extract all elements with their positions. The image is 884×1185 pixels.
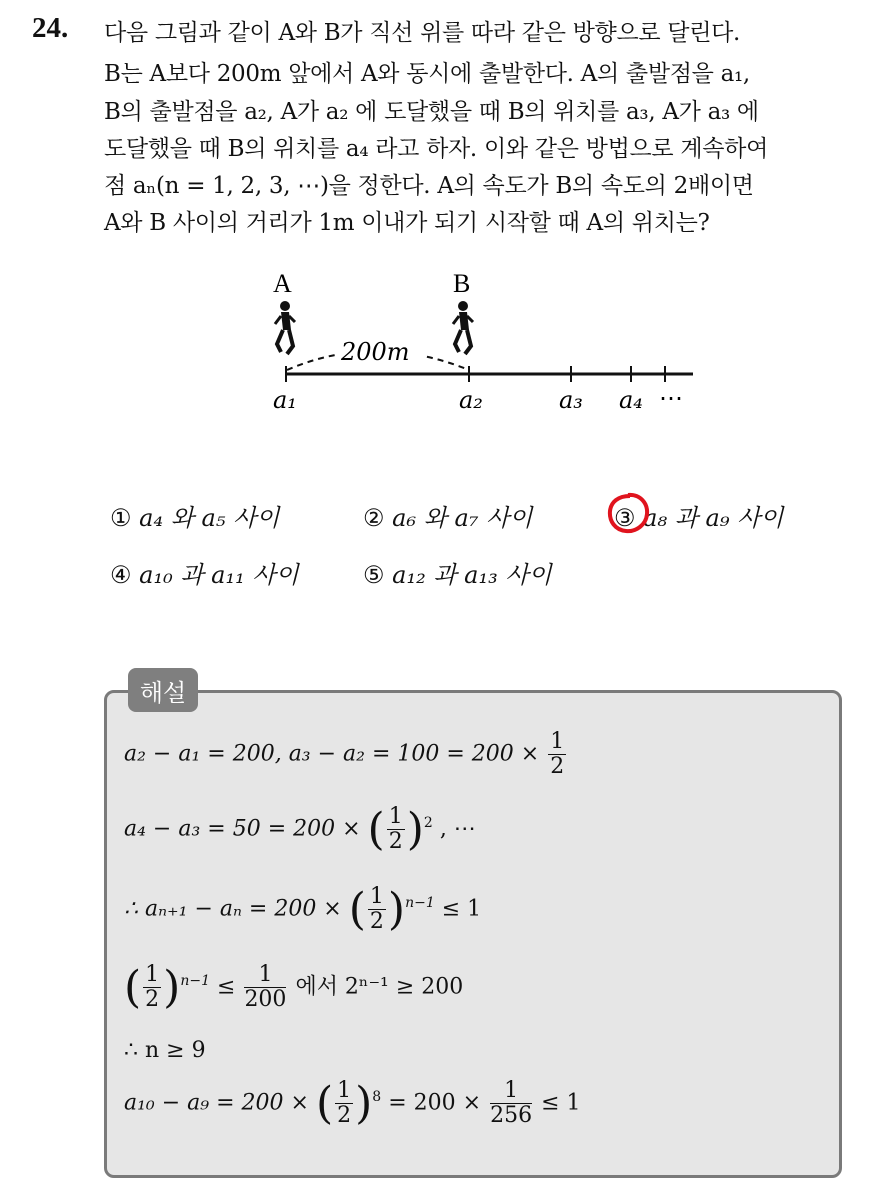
- fraction-1-over-200: $\frac{1}{200}$: [244, 961, 287, 1012]
- solution-line-2: a₄ − a₃ = 50 = 200 × ( $\frac{1}{2}$ )$^2$ , ⋯: [124, 803, 476, 855]
- label-b: B: [453, 269, 471, 298]
- choice-4-text: a₁₀ 과 a₁₁ 사이: [139, 561, 299, 589]
- solution-line-6-mid: = 200 ×: [388, 1090, 482, 1116]
- solution-line-3-lhs: ∴ aₙ₊₁ − aₙ = 200 ×: [124, 896, 342, 922]
- choice-5-number: ⑤: [363, 561, 385, 589]
- solution-line-4: ( $\frac{1}{2}$ )$^{n-1}$ ≤ $\frac{1}{200}$ 에서 2ⁿ⁻¹ ≥ 200: [124, 961, 464, 1013]
- question-line-4: 도달했을 때 B의 위치를 a₄ 라고 하자. 이와 같은 방법으로 계속하여: [104, 136, 769, 162]
- solution-line-1: [124, 730, 568, 779]
- exponent: 2: [423, 815, 433, 832]
- solution-line-2-tail: , ⋯: [439, 816, 476, 842]
- solution-line-6: a₁₀ − a₉ = 200 × ( $\frac{1}{2}$ )$^8$ = 200 × $\frac{1}{256}$ ≤ 1: [124, 1077, 581, 1129]
- question-number: 24.: [32, 12, 69, 44]
- runner-b-icon: [453, 301, 473, 354]
- tick-a1: a₁: [273, 386, 297, 414]
- solution-line-4-mid: ≤: [217, 974, 236, 1000]
- choice-1-number: ①: [110, 504, 132, 532]
- choice-4-number: ④: [110, 561, 132, 589]
- choice-3-number: ③: [614, 504, 636, 532]
- solution-line-6-tail: ≤ 1: [541, 1090, 581, 1116]
- choice-3-text: a₈ 과 a₉ 사이: [643, 504, 784, 532]
- choice-1[interactable]: [110, 498, 279, 533]
- exponent: n−1: [405, 895, 435, 912]
- solution-line-6-lhs: a₁₀ − a₉ = 200 ×: [124, 1090, 309, 1116]
- fraction-half: $\frac{1}{2}$: [145, 961, 160, 1012]
- fraction-half: $\frac{1}{2}$: [550, 729, 565, 780]
- solution-line-4-tail: 에서 2ⁿ⁻¹ ≥ 200: [295, 974, 464, 1000]
- tick-ellipsis: ⋯: [659, 384, 683, 412]
- solution-line-3-tail: ≤ 1: [441, 896, 482, 922]
- tick-a3: a₃: [559, 386, 583, 414]
- exponent: 8: [372, 1089, 382, 1106]
- choice-2-number: ②: [363, 504, 385, 532]
- choice-1-text: a₄ 와 a₅ 사이: [139, 504, 280, 532]
- question-line-3: B의 출발점을 a₂, A가 a₂ 에 도달했을 때 B의 위치를 a₃, A가 a₃ 에: [104, 99, 759, 125]
- runner-a-icon: [275, 301, 295, 354]
- choice-5-text: a₁₂ 과 a₁₃ 사이: [392, 561, 552, 589]
- exponent: n−1: [180, 973, 210, 990]
- fraction-half: $\frac{1}{2}$: [369, 883, 384, 934]
- tick-a4: a₄: [619, 386, 643, 414]
- tick-a2: a₂: [459, 386, 483, 414]
- question-line-6: A와 B 사이의 거리가 1m 이내가 되기 시작할 때 A의 위치는?: [104, 210, 710, 236]
- distance-label: 200m: [341, 338, 410, 366]
- question-line-1: 다음 그림과 같이 A와 B가 직선 위를 따라 같은 방향으로 달린다.: [104, 20, 741, 46]
- fraction-half: $\frac{1}{2}$: [337, 1077, 352, 1128]
- fraction-1-over-256: $\frac{1}{256}$: [490, 1077, 533, 1128]
- choice-2-text: a₆ 와 a₇ 사이: [392, 504, 533, 532]
- choice-5[interactable]: [363, 555, 552, 590]
- solution-line-1-lhs: a₂ − a₁ = 200, a₃ − a₂ = 100 = 200 ×: [124, 741, 540, 767]
- question-line-5: 점 aₙ(n = 1, 2, 3, ⋯)을 정한다. A의 속도가 B의 속도의 2배이면: [104, 173, 754, 199]
- solution-line-5: ∴ n ≥ 9: [124, 1038, 206, 1063]
- choice-4[interactable]: [110, 555, 299, 590]
- solution-tag: 해설: [128, 668, 198, 712]
- fraction-half: $\frac{1}{2}$: [388, 803, 403, 854]
- answer-mark-circle: [606, 491, 650, 535]
- solution-line-3: ∴ aₙ₊₁ − aₙ = 200 × ( $\frac{1}{2}$ )$^{n-1}$ ≤ 1: [124, 883, 482, 935]
- choice-2[interactable]: [363, 498, 532, 533]
- race-diagram: [255, 262, 715, 422]
- label-a: A: [273, 269, 292, 298]
- question-line-2: B는 A보다 200m 앞에서 A와 동시에 출발한다. A의 출발점을 a₁,: [104, 61, 750, 87]
- solution-line-2-lhs: a₄ − a₃ = 50 = 200 ×: [124, 816, 361, 842]
